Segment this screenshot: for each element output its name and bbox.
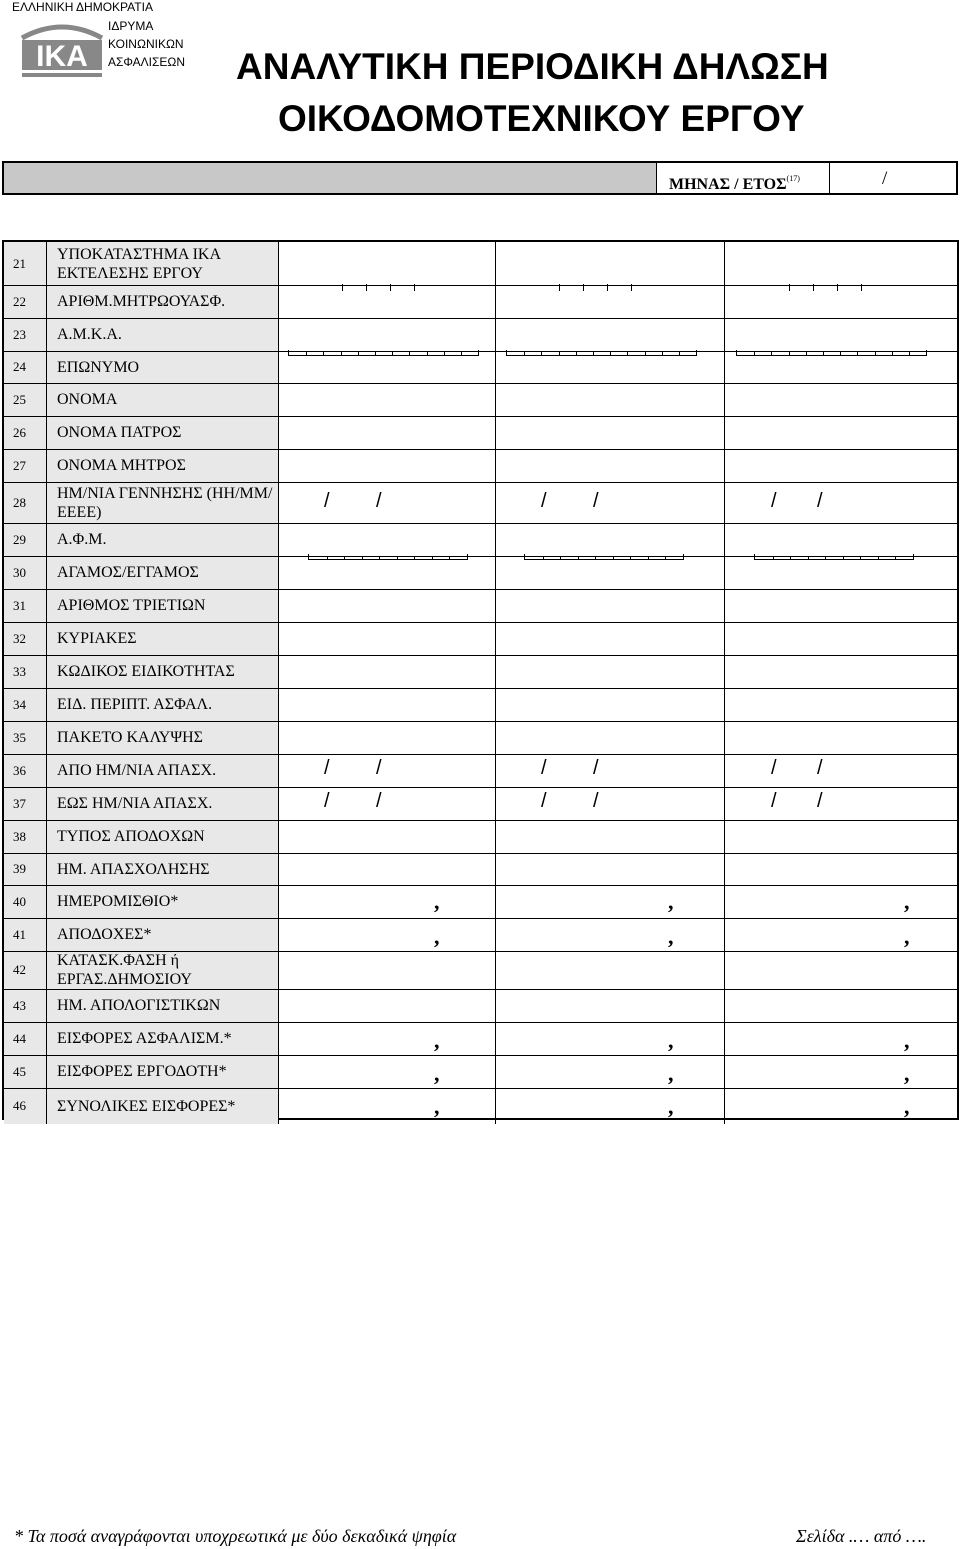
table-row: [4, 989, 957, 1022]
footer-note: * Τα ποσά αναγράφονται υποχρεωτικά με δύο δεκαδικά ψηφία: [14, 1526, 457, 1546]
date-separator: /: [593, 790, 599, 812]
org-line-3: ΑΣΦΑΛΙΣΕΩΝ: [108, 55, 186, 69]
value-cell[interactable]: [279, 655, 496, 688]
period-bar: [2, 161, 958, 195]
digit-comb: [736, 350, 927, 356]
value-cell[interactable]: [725, 449, 957, 482]
value-cell[interactable]: [725, 318, 957, 351]
value-cell[interactable]: [725, 721, 957, 754]
date-separator: /: [817, 790, 823, 812]
value-cell[interactable]: [496, 1022, 725, 1055]
decimal-comma: ,: [904, 889, 910, 914]
value-cell[interactable]: [279, 622, 496, 655]
row-number: 36: [4, 754, 47, 787]
table-row: [4, 1022, 957, 1055]
row-number: 35: [4, 721, 47, 754]
row-number: 24: [4, 351, 47, 383]
row-number: 23: [4, 318, 47, 351]
value-cell[interactable]: [279, 853, 496, 885]
value-cell[interactable]: [279, 449, 496, 482]
org-line-1: ΙΔΡΥΜΑ: [108, 19, 154, 33]
date-separator: /: [376, 757, 382, 779]
value-cell[interactable]: [279, 918, 496, 951]
table-row: [4, 622, 957, 655]
period-label: ΜΗΝΑΣ / ΕΤΟΣ$^{(17)}$: [656, 163, 830, 193]
value-cell[interactable]: [279, 1055, 496, 1088]
decimal-comma: ,: [668, 1061, 674, 1086]
row-divider: [4, 318, 957, 319]
row-label: ΟΝΟΜΑ ΜΗΤΡΟΣ: [47, 449, 279, 482]
table-row: [4, 918, 957, 951]
value-cell[interactable]: [279, 589, 496, 622]
row-label: ΚΩΔΙΚΟΣ ΕΙΔΙΚΟΤΗΤΑΣ: [47, 655, 279, 688]
date-separator: /: [541, 757, 547, 779]
row-number: 31: [4, 589, 47, 622]
digit-tick: [414, 284, 415, 291]
value-cell[interactable]: [496, 989, 725, 1022]
row-divider: [4, 589, 957, 590]
row-label: ΑΠΟ ΗΜ/ΝΙΑ ΑΠΑΣΧ.: [47, 754, 279, 787]
table-row: [4, 721, 957, 754]
row-number: 25: [4, 383, 47, 416]
table-row: [4, 787, 957, 820]
row-divider: [4, 787, 957, 788]
row-label: ΟΝΟΜΑ: [47, 383, 279, 416]
value-cell[interactable]: [279, 721, 496, 754]
digit-tick: [559, 284, 560, 291]
value-cell[interactable]: [279, 688, 496, 721]
row-divider: [4, 285, 957, 286]
row-divider: [4, 754, 957, 755]
value-cell[interactable]: [496, 918, 725, 951]
date-separator: /: [593, 757, 599, 779]
value-cell[interactable]: [279, 754, 496, 787]
row-divider: [4, 820, 957, 821]
row-divider: [4, 918, 957, 919]
value-cell[interactable]: [279, 556, 496, 589]
value-cell[interactable]: [725, 754, 957, 787]
value-cell[interactable]: [725, 589, 957, 622]
decimal-comma: ,: [904, 1028, 910, 1053]
decimal-comma: ,: [434, 1028, 440, 1053]
digit-comb: [308, 554, 468, 560]
row-label: ΕΠΩΝΥΜΟ: [47, 351, 279, 383]
org-line-2: ΚΟΙΝΩΝΙΚΩΝ: [108, 37, 184, 51]
value-cell[interactable]: [279, 787, 496, 820]
value-cell[interactable]: [725, 416, 957, 449]
value-cell[interactable]: [279, 951, 496, 989]
row-divider: [4, 449, 957, 450]
row-number: 27: [4, 449, 47, 482]
digit-tick: [342, 284, 343, 291]
value-cell[interactable]: [725, 787, 957, 820]
row-divider: [4, 989, 957, 990]
table-row: [4, 318, 957, 351]
table-row: [4, 1055, 957, 1088]
table-row: [4, 688, 957, 721]
ika-logo: [20, 20, 104, 78]
page-counter: Σελίδα .… από ….: [796, 1526, 927, 1546]
row-divider: [4, 1022, 957, 1023]
value-cell[interactable]: [279, 318, 496, 351]
digit-tick: [837, 284, 838, 291]
table-row: [4, 589, 957, 622]
value-cell[interactable]: [725, 242, 957, 285]
value-cell[interactable]: [279, 285, 496, 318]
period-input[interactable]: /: [830, 163, 956, 193]
row-divider: [4, 523, 957, 524]
digit-tick: [607, 284, 608, 291]
decimal-comma: ,: [904, 1094, 910, 1119]
decimal-comma: ,: [904, 924, 910, 949]
value-cell[interactable]: [725, 885, 957, 918]
value-cell[interactable]: [725, 523, 957, 556]
value-cell[interactable]: [496, 318, 725, 351]
row-divider: [4, 951, 957, 952]
date-separator: /: [593, 490, 599, 512]
row-divider: [4, 622, 957, 623]
row-label: ΟΝΟΜΑ ΠΑΤΡΟΣ: [47, 416, 279, 449]
value-cell[interactable]: [725, 383, 957, 416]
value-cell[interactable]: [725, 285, 957, 318]
row-number: 32: [4, 622, 47, 655]
value-cell[interactable]: [496, 556, 725, 589]
row-number: 21: [4, 242, 47, 285]
date-separator: /: [376, 790, 382, 812]
row-number: 30: [4, 556, 47, 589]
row-label: ΕΩΣ ΗΜ/ΝΙΑ ΑΠΑΣΧ.: [47, 787, 279, 820]
value-cell[interactable]: [725, 482, 957, 523]
value-cell[interactable]: [725, 1055, 957, 1088]
row-label: ΑΠΟΔΟΧΕΣ*: [47, 918, 279, 951]
value-cell[interactable]: [725, 655, 957, 688]
row-label: ΚΑΤΑΣΚ.ΦΑΣΗ ή ΕΡΓΑΣ.ΔΗΜΟΣΙΟΥ: [47, 951, 279, 989]
digit-tick: [861, 284, 862, 291]
digit-tick: [366, 284, 367, 291]
table-row: [4, 242, 957, 285]
row-number: 42: [4, 951, 47, 989]
date-separator: /: [817, 757, 823, 779]
row-number: 45: [4, 1055, 47, 1088]
row-label: ΕΙΣΦΟΡΕΣ ΑΣΦΑΛΙΣΜ.*: [47, 1022, 279, 1055]
table-row: [4, 556, 957, 589]
digit-tick: [631, 284, 632, 291]
value-cell[interactable]: [725, 556, 957, 589]
row-divider: [4, 482, 957, 483]
title-line-2: ΟΙΚΟΔΟΜΟΤΕΧΝΙΚΟΥ ΕΡΓΟΥ: [278, 98, 805, 139]
republic-label: ΕΛΛΗΝΙΚΗ ΔΗΜΟΚΡΑΤΙΑ: [12, 0, 153, 14]
value-cell[interactable]: [725, 1022, 957, 1055]
value-cell[interactable]: [496, 853, 725, 885]
value-cell[interactable]: [279, 242, 496, 285]
digit-comb: [524, 554, 684, 560]
value-cell[interactable]: [496, 688, 725, 721]
value-cell[interactable]: [496, 820, 725, 853]
date-separator: /: [541, 790, 547, 812]
table-row: [4, 853, 957, 885]
row-number: 34: [4, 688, 47, 721]
row-number: 46: [4, 1088, 47, 1124]
decimal-comma: ,: [668, 924, 674, 949]
row-label: ΑΡΙΘΜ.ΜΗΤΡΩΟΥΑΣΦ.: [47, 285, 279, 318]
value-cell[interactable]: [725, 820, 957, 853]
value-cell[interactable]: [279, 1088, 496, 1124]
value-cell[interactable]: [279, 1022, 496, 1055]
value-cell[interactable]: [496, 1055, 725, 1088]
row-label: ΣΥΝΟΛΙΚΕΣ ΕΙΣΦΟΡΕΣ*: [47, 1088, 279, 1124]
row-divider: [4, 416, 957, 417]
value-cell[interactable]: [279, 383, 496, 416]
row-label: ΗΜΕΡΟΜΙΣΘΙΟ*: [47, 885, 279, 918]
row-number: 28: [4, 482, 47, 523]
date-separator: /: [817, 490, 823, 512]
value-cell[interactable]: [279, 989, 496, 1022]
value-cell[interactable]: [496, 885, 725, 918]
value-cell[interactable]: [496, 449, 725, 482]
value-cell[interactable]: [496, 721, 725, 754]
decimal-comma: ,: [904, 1061, 910, 1086]
value-cell[interactable]: [496, 754, 725, 787]
value-cell[interactable]: [496, 951, 725, 989]
row-label: ΠΑΚΕΤΟ ΚΑΛΥΨΗΣ: [47, 721, 279, 754]
row-divider: [4, 853, 957, 854]
digit-tick: [583, 284, 584, 291]
row-number: 33: [4, 655, 47, 688]
period-note: (17): [786, 174, 800, 183]
value-cell[interactable]: [725, 853, 957, 885]
date-separator: /: [324, 490, 330, 512]
table-row: [4, 416, 957, 449]
row-label: Α.Φ.Μ.: [47, 523, 279, 556]
table-row: [4, 1088, 957, 1124]
decimal-comma: ,: [434, 889, 440, 914]
row-label: ΗΜ. ΑΠΑΣΧΟΛΗΣΗΣ: [47, 853, 279, 885]
table-row: [4, 482, 957, 523]
table-row: [4, 951, 957, 989]
value-cell[interactable]: [496, 589, 725, 622]
row-divider: [4, 885, 957, 886]
value-cell[interactable]: [279, 885, 496, 918]
value-cell[interactable]: [496, 787, 725, 820]
row-divider: [4, 1088, 957, 1089]
row-label: ΑΡΙΘΜΟΣ ΤΡΙΕΤΙΩΝ: [47, 589, 279, 622]
digit-comb: [506, 350, 697, 356]
value-cell[interactable]: [496, 482, 725, 523]
date-separator: /: [324, 757, 330, 779]
date-separator: /: [324, 790, 330, 812]
row-label: ΗΜ/ΝΙΑ ΓΕΝΝΗΣΗΣ (ΗΗ/ΜΜ/ΕΕΕΕ): [47, 482, 279, 523]
value-cell[interactable]: [496, 416, 725, 449]
value-cell[interactable]: [725, 688, 957, 721]
row-label: ΗΜ. ΑΠΟΛΟΓΙΣΤΙΚΩΝ: [47, 989, 279, 1022]
table-row: [4, 885, 957, 918]
row-divider: [4, 1055, 957, 1056]
value-cell[interactable]: [279, 523, 496, 556]
row-divider: [4, 383, 957, 384]
digit-tick: [390, 284, 391, 291]
row-divider: [4, 655, 957, 656]
value-cell[interactable]: [279, 820, 496, 853]
employee-table: [2, 240, 959, 1120]
row-divider: [4, 721, 957, 722]
decimal-comma: ,: [434, 1061, 440, 1086]
date-separator: /: [771, 757, 777, 779]
date-separator: /: [376, 490, 382, 512]
date-separator: /: [771, 790, 777, 812]
row-label: ΕΙΣΦΟΡΕΣ ΕΡΓΟΔΟΤΗ*: [47, 1055, 279, 1088]
value-cell[interactable]: [725, 622, 957, 655]
row-number: 37: [4, 787, 47, 820]
row-number: 39: [4, 853, 47, 885]
digit-tick: [813, 284, 814, 291]
row-number: 40: [4, 885, 47, 918]
row-number: 43: [4, 989, 47, 1022]
value-cell[interactable]: [496, 1088, 725, 1124]
value-cell[interactable]: [725, 918, 957, 951]
row-label: ΑΓΑΜΟΣ/ΕΓΓΑΜΟΣ: [47, 556, 279, 589]
table-row: [4, 285, 957, 318]
row-number: 22: [4, 285, 47, 318]
table-row: [4, 383, 957, 416]
row-label: ΚΥΡΙΑΚΕΣ: [47, 622, 279, 655]
digit-comb: [288, 350, 479, 356]
decimal-comma: ,: [434, 924, 440, 949]
decimal-comma: ,: [668, 1094, 674, 1119]
row-label: ΤΥΠΟΣ ΑΠΟΔΟΧΩΝ: [47, 820, 279, 853]
value-cell[interactable]: [496, 655, 725, 688]
title-line-1: ΑΝΑΛΥΤΙΚΗ ΠΕΡΙΟΔΙΚΗ ΔΗΛΩΣΗ: [236, 46, 829, 87]
row-label: ΥΠΟΚΑΤΑΣΤΗΜΑ ΙΚΑ ΕΚΤΕΛΕΣΗΣ ΕΡΓΟΥ: [47, 242, 279, 285]
digit-comb: [754, 554, 914, 560]
value-cell[interactable]: [496, 523, 725, 556]
row-number: 26: [4, 416, 47, 449]
table-row: [4, 523, 957, 556]
row-number: 44: [4, 1022, 47, 1055]
table-row: [4, 754, 957, 787]
value-cell[interactable]: [725, 951, 957, 989]
value-cell[interactable]: [496, 242, 725, 285]
row-number: 29: [4, 523, 47, 556]
value-cell[interactable]: [725, 989, 957, 1022]
value-cell[interactable]: [496, 383, 725, 416]
table-row: [4, 655, 957, 688]
row-label: ΕΙΔ. ΠΕΡΙΠΤ. ΑΣΦΑΛ.: [47, 688, 279, 721]
logo-text: ΙΚΑ: [36, 40, 88, 73]
decimal-comma: ,: [668, 889, 674, 914]
value-cell[interactable]: [279, 416, 496, 449]
date-separator: /: [771, 490, 777, 512]
table-row: [4, 449, 957, 482]
row-label: Α.Μ.Κ.Α.: [47, 318, 279, 351]
decimal-comma: ,: [668, 1028, 674, 1053]
table-row: [4, 820, 957, 853]
value-cell[interactable]: [279, 482, 496, 523]
row-divider: [4, 688, 957, 689]
row-number: 41: [4, 918, 47, 951]
value-cell[interactable]: [725, 1088, 957, 1124]
row-number: 38: [4, 820, 47, 853]
value-cell[interactable]: [496, 622, 725, 655]
value-cell[interactable]: [496, 285, 725, 318]
decimal-comma: ,: [434, 1094, 440, 1119]
digit-tick: [789, 284, 790, 291]
date-separator: /: [541, 490, 547, 512]
